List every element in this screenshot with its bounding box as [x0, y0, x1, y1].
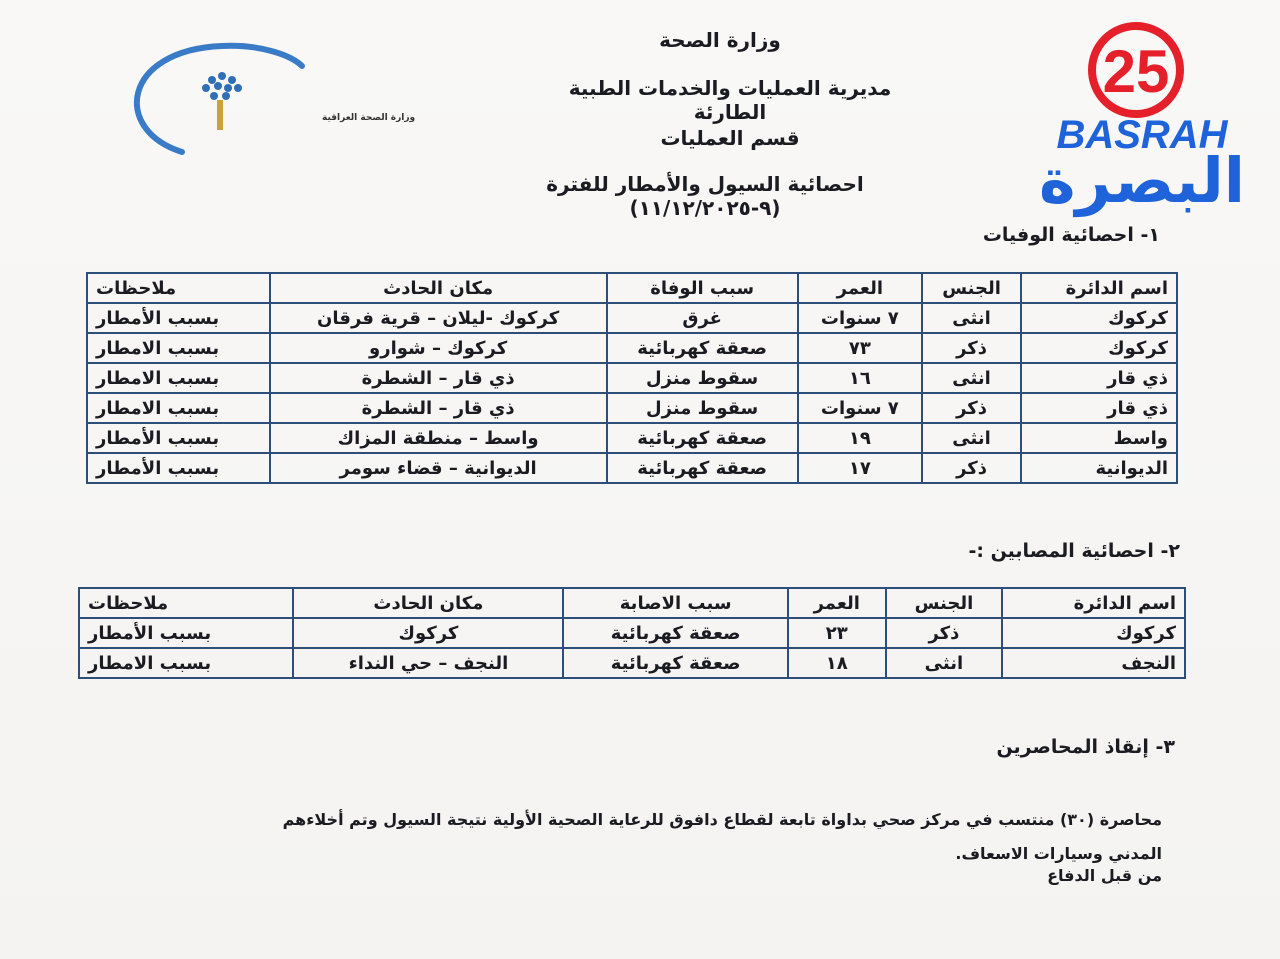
statistics-title: احصائية السيول والأمطار للفترة (٩-١١/١٢/٢٠٢٥) [546, 172, 864, 220]
table-row [87, 393, 1177, 423]
table-cell: النجف – حي النداء [293, 648, 563, 678]
column-header: سبب الاصابة [563, 588, 788, 618]
column-header: سبب الوفاة [607, 273, 798, 303]
table-cell: صعقة كهربائية [563, 618, 788, 648]
deaths-table [86, 272, 1178, 484]
table-cell: كركوك – شوارو [270, 333, 607, 363]
table-row [87, 363, 1177, 393]
table-cell: ذكر [922, 393, 1021, 423]
section3-title: ٣- إنقاذ المحاصرين [996, 736, 1175, 758]
channel-number: 25 [1102, 38, 1170, 105]
table-cell: ١٩ [798, 423, 922, 453]
table-cell: صعقة كهربائية [563, 648, 788, 678]
section1-title: ١- احصائية الوفيات [982, 224, 1160, 246]
column-header: الجنس [886, 588, 1003, 618]
table-cell: سقوط منزل [607, 363, 798, 393]
table-row [87, 423, 1177, 453]
table-cell: كركوك [293, 618, 563, 648]
table-cell: انثى [922, 303, 1021, 333]
table-cell: واسط [1021, 423, 1177, 453]
table-cell: ذكر [922, 453, 1021, 483]
column-header: ملاحظات [79, 588, 293, 618]
table-cell: كركوك [1021, 303, 1177, 333]
table-cell: صعقة كهربائية [607, 423, 798, 453]
table-cell: بسبب الامطار [87, 363, 270, 393]
channel-logo [1018, 20, 1266, 217]
ministry-name: وزارة الصحة [659, 28, 781, 52]
rescue-paragraph-line1: محاصرة (٣٠) منتسب في مركز صحي بداواة تابعة لقطاع دافوق للرعاية الصحية الأولية نتيجة السيول وتم أخلاءهم من قبل الدفاع [282, 810, 1162, 885]
table-cell: بسبب الأمطار [87, 453, 270, 483]
table-cell: كركوك [1021, 333, 1177, 363]
column-header: مكان الحادث [293, 588, 563, 618]
table-cell: ٧ سنوات [798, 303, 922, 333]
column-header: الجنس [922, 273, 1021, 303]
table-cell: انثى [886, 648, 1003, 678]
table-cell: ١٦ [798, 363, 922, 393]
table-cell: ذي قار – الشطرة [270, 393, 607, 423]
column-header: اسم الدائرة [1002, 588, 1185, 618]
table-cell: انثى [922, 363, 1021, 393]
table-cell: كركوك [1002, 618, 1185, 648]
column-header: ملاحظات [87, 273, 270, 303]
table-cell: كركوك -ليلان – قرية فرقان [270, 303, 607, 333]
channel-latin-name: BASRAH [1056, 113, 1228, 157]
column-header: العمر [798, 273, 922, 303]
table-cell: صعقة كهربائية [607, 453, 798, 483]
ministry-logo-text: وزارة الصحة العراقية [322, 113, 416, 123]
table-header-row [79, 588, 1185, 618]
table-cell: بسبب الامطار [87, 393, 270, 423]
table-cell: ٧٣ [798, 333, 922, 363]
table-row [87, 303, 1177, 333]
column-header: اسم الدائرة [1021, 273, 1177, 303]
table-cell: غرق [607, 303, 798, 333]
table-cell: ذي قار – الشطرة [270, 363, 607, 393]
column-header: العمر [788, 588, 886, 618]
table-cell: سقوط منزل [607, 393, 798, 423]
table-row [87, 333, 1177, 363]
table-cell: النجف [1002, 648, 1185, 678]
table-cell: ذي قار [1021, 393, 1177, 423]
directorate-name: مديرية العمليات والخدمات الطبية الطارئة [568, 76, 892, 124]
table-cell: ٢٣ [788, 618, 886, 648]
table-cell: ٧ سنوات [798, 393, 922, 423]
table-cell: ذكر [886, 618, 1003, 648]
table-cell: بسبب الأمطار [79, 618, 293, 648]
table-row [79, 618, 1185, 648]
table-cell: انثى [922, 423, 1021, 453]
table-row [79, 648, 1185, 678]
table-header-row [87, 273, 1177, 303]
table-cell: بسبب الامطار [87, 333, 270, 363]
rescue-paragraph-line2: المدني وسيارات الاسعاف. [955, 844, 1162, 863]
table-cell: الديوانية – قضاء سومر [270, 453, 607, 483]
section-name: قسم العمليات [660, 126, 800, 150]
channel-arabic-name: البصرة [1038, 144, 1246, 217]
table-cell: ١٨ [788, 648, 886, 678]
table-cell: ذي قار [1021, 363, 1177, 393]
injuries-table [78, 587, 1186, 679]
table-cell: بسبب الامطار [79, 648, 293, 678]
table-cell: واسط – منطقة المزاك [270, 423, 607, 453]
section2-title: ٢- احصائية المصابين :- [968, 540, 1180, 562]
table-cell: ١٧ [798, 453, 922, 483]
table-cell: ذكر [922, 333, 1021, 363]
table-cell: الديوانية [1021, 453, 1177, 483]
table-cell: بسبب الأمطار [87, 303, 270, 333]
table-cell: صعقة كهربائية [607, 333, 798, 363]
column-header: مكان الحادث [270, 273, 607, 303]
table-row [87, 453, 1177, 483]
table-cell: بسبب الأمطار [87, 423, 270, 453]
ministry-logo [122, 40, 416, 160]
